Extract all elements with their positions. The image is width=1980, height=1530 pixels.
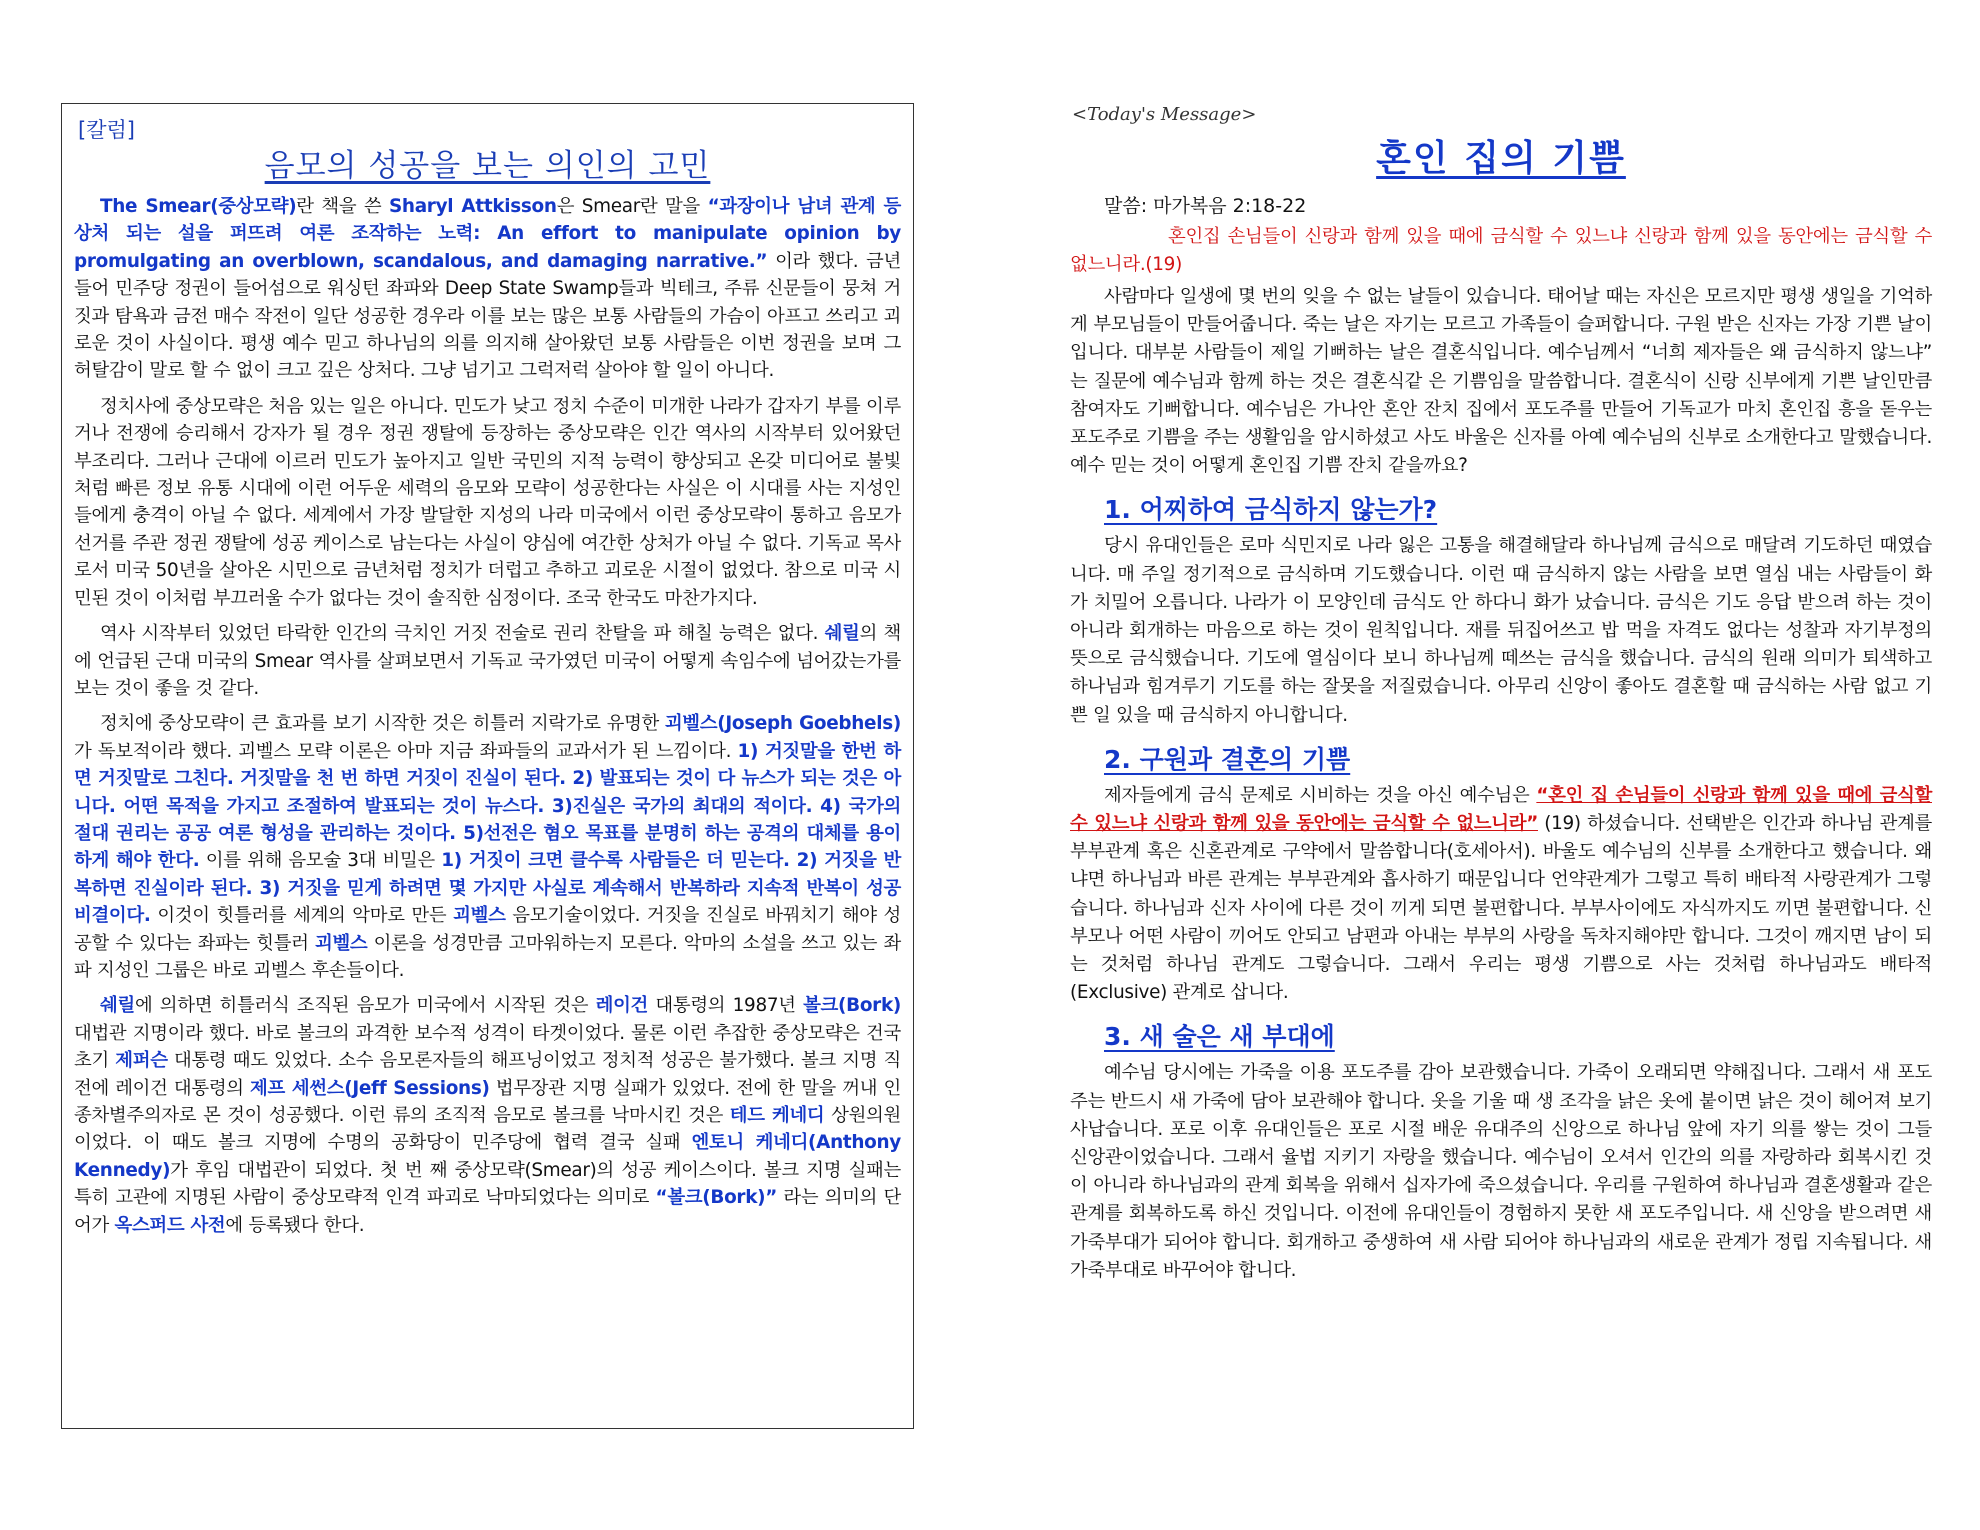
quoted-verse: “혼인 집 손님들이 신랑과 함께 있을 때에 금식할 수 있느냐 신랑과 함께 있을 동안에는 금식할 수 없느니라” [1070,784,1932,835]
sermon-paragraph [1070,782,1932,1008]
text-run: 이것이 힛틀러를 세계의 악마로 만든 [150,905,454,927]
highlighted-text: 엔토니 케네디(Anthony Kennedy) [74,1132,901,1181]
highlighted-text: 괴벨스 [314,932,368,954]
text-run: (19) 하셨습니다. 선택받은 인간과 하나님 관계를 부부관계 혹은 신혼관계로 구약에서 말씀합니다(호세아서). 바울도 예수님의 신부를 소개한다고 했습니다. 왜냐면 하나님과 바른 관계는 부부관계와 흡사하기 때문입니다 언약관계가 그렇고 특히 배타적 사랑관계가 그렇습니다. 하나님과 신자 사이에 다른 것이 끼게 되면 불편합니다. 부부사이에도 자식까지도 끼면 불편합니다. 신부모나 어떤 사람이 끼어도 안되고 남편과 아내는 부부의 사랑을 독차지해야만 합니다. 그것이 깨지면 남이 되는 것처럼 하나님 관계도 그렇습니다. 그래서 우리는 평생 기쁨으로 사는 것처럼 하나님과도 배타적(Exclusive) 관계로 삽니다. [1070,813,1933,1004]
text-run: 상원의원이었다. 이 때도 볼크 지명에 수명의 공화당이 민주당에 협력 결국 실패 [74,1105,901,1154]
highlighted-text: 쉐릴 [100,995,135,1017]
column-title: 음모의 성공을 보는 의인의 고민 [264,148,711,184]
text-run: 제자들에게 금식 문제로 시비하는 것을 아신 예수님은 [1104,784,1537,806]
text-run: 당시 유대인들은 로마 식민지로 나라 잃은 고통을 해결해달라 하나님께 금식으로 매달려 기도하던 때였습니다. 매 주일 정기적으로 금식하며 기도했습니다. 이런 때 금식하지 않는 사람을 보면 열심 내는 사람들이 화가 치밀어 오릅니다. 나라가 이 모양인데 금식도 안 하다니 화가 났습니다. 금식은 기도 응답 받으려 하는 것이 아니라 회개하는 마음으로 하는 것이 원칙입니다. 재를 뒤집어쓰고 밥 먹을 자격도 없다는 성찰과 자기부정의 뜻으로 금식했습니다. 기도에 열심이다 보니 하나님께 떼쓰는 금식을 했습니다. 금식의 원래 의미가 퇴색하고 하나님과 힘겨루기 기도를 하는 잘못을 저질렀습니다. 아무리 신앙이 좋아도 결혼할 때 금식하는 사람 없고 기쁜 일 있을 때 금식하지 아니합니다. [1070,535,1932,726]
text-run: 법무장관 지명 실패가 있었다. 전에 한 말을 꺼내 인종차별주의자로 몬 것이 성공했다. 이런 류의 조직적 음모로 볼크를 낙마시킨 것은 [74,1077,901,1126]
text-run: 에 의하면 히틀러식 조직된 음모가 미국에서 시작된 것은 [134,995,596,1017]
highlighted-text: 제프 세썬스(Jeff Sessions) [250,1077,490,1099]
text-run: 의 책에 언급된 근대 미국의 Smear 역사를 살펴보면서 기독교 국가였던 미국이 어떻게 속임수에 넘어갔는가를 보는 것이 좋을 것 같다. [74,623,901,699]
sermon-article [1070,104,1932,1287]
text-run: 대법관 지명이라 했다. 바로 볼크의 과격한 보수적 성격이 타겟이었다. 물론 이런 추잡한 중상모략은 건국 초기 [74,1022,901,1072]
text-run: 라는 의미의 단어가 [74,1187,902,1236]
sermon-title: 혼인 집의 기쁨 [1376,138,1626,179]
sermon-paragraph [1070,532,1932,729]
section-heading-3: 3. 새 술은 새 부대에 [1104,1022,1335,1052]
highlighted-text: 괴벨스 [453,905,506,927]
highlighted-text: “과장이나 남녀 관계 등 상처 되는 설을 퍼뜨려 여론 조작하는 노력: An effort to manipulate opinion by promulgating an overblown, scandalous, and damaging narrative.” [74,196,902,272]
column-paragraph [74,620,901,702]
column-article [61,103,914,1429]
sermon-paragraph [1070,1059,1932,1285]
highlighted-text: Sharyl Attkisson [388,196,557,217]
scripture-reference: 말씀: 마가복음 2:18-22 [1104,195,1307,217]
column-paragraph [74,992,901,1239]
text-run: 에 등록됐다 한다. [225,1214,365,1236]
text-run: 가 독보적이라 했다. 괴벨스 모략 이론은 아마 지금 좌파들의 교과서가 된 느낌이다. [74,740,738,762]
column-paragraph [74,393,901,612]
highlighted-text: 볼크(Bork) [803,995,901,1017]
text-run: 가 후임 대법관이 되었다. 첫 번 째 중상모략(Smear)의 성공 케이스이다. 볼크 지명 실패는 특히 고관에 지명된 사람이 중상모략적 인격 파괴로 낙마되었다는 의미로 [74,1159,901,1209]
highlighted-text: 쉐릴 [824,623,860,645]
highlighted-text: 레이건 [595,995,649,1017]
column-paragraph [74,193,901,385]
todays-message-tag: <Today's Message> [1072,104,1257,125]
column-paragraph [74,710,901,984]
highlighted-text: The Smear(중상모략) [100,196,297,217]
text-run: 역사 시작부터 있었던 타락한 인간의 극치인 거짓 전술로 권리 찬탈을 파 해칠 능력은 없다. [100,623,825,645]
text-run: 정치에 중상모략이 큰 효과를 보기 시작한 것은 히틀러 지락가로 유명한 [100,713,665,735]
text-run: 란 책을 쓴 [296,196,389,217]
highlighted-text: 1) 거짓말을 한번 하면 거짓말로 그친다. 거짓말을 천 번 하면 거짓이 진실이 된다. 2) 발표되는 것이 다 뉴스가 되는 것은 아니다. 어떤 목적을 가지고 조절하여 발표되는 것이 뉴스다. 3)진실은 국가의 최대의 적이다. 4) 국가의 절대 권리는 공공 여론 형성을 관리하는 것이다. 5)선전은 혐오 목표를 분명히 하는 공격의 대체를 용이하게 해야 한다. [74,740,901,872]
highlighted-text: 괴벨스(Joseph Goebhels) [664,713,901,735]
section-heading-1: 1. 어찌하여 금식하지 않는가? [1104,495,1438,525]
text-run: 은 Smear란 말을 [556,196,708,217]
highlighted-text: 옥스퍼드 사전 [114,1214,226,1236]
text-run: 이론을 성경만큼 고마워하는지 모른다. 악마의 소설을 쓰고 있는 좌파 지성인 그룹은 바로 괴벨스 후손들이다. [74,932,901,981]
text-run: 음모기술이었다. 거짓을 진실로 바꿔치기 해야 성공할 수 있다는 좌파는 힛틀러 [74,905,901,954]
text-run: 예수님 당시에는 가죽을 이용 포도주를 감아 보관했습니다. 가죽이 오래되면 약해집니다. 그래서 새 포도주는 반드시 새 가죽에 담아 보관해야 합니다. 옷을 기울 때 생 조각을 낡은 옷에 붙이면 낡은 것이 헤어져 보기 사납습니다. 포로 이후 유대인들은 포로 시절 배운 유대주의 신앙으로 하나님 앞에 자기 의를 쌓는 것이 그들 신앙관이었습니다. 그래서 율법 지키기 자랑을 했습니다. 예수님이 오셔서 인간의 의를 자랑하라 회복시킨 것이 아니라 하나님과의 관계 회복을 위해서 십자가에 죽으셨습니다. 우리를 구원하여 하나님과 결혼생활과 같은 관계를 회복하도록 하신 것입니다. 이전에 유대인들이 경험하지 못한 새 포도주입니다. 새 신앙을 받으려면 새 가죽부대가 되어야 합니다. 회개하고 중생하여 새 사람 되어야 하나님과의 새로운 관계가 정립 지속됩니다. 새 가죽부대로 바꾸어야 합니다. [1070,1062,1932,1281]
highlighted-text: 테드 케네디 [729,1105,825,1126]
text-run: 이라 했다. 금년 들어 민주당 정권이 들어섬으로 워싱턴 좌파와 Deep State Swamp들과 빅테크, 주류 신문들이 뭉쳐 거짓과 탐욕과 금전 매수 작전이 일단 성공한 경우라 이를 보는 많은 보통 사람들의 가슴이 아프고 쓰리고 괴로운 것이 사실이다. 평생 예수 믿고 하나님의 의를 의지해 살아왔던 보통 사람들은 이번 정권을 보며 그 허탈감이 말로 할 수 없이 크고 깊은 상처다. 그냥 넘기고 그럭저럭 살아야 할 일이 아니다. [74,250,901,382]
text-run: 이를 위해 음모술 3대 비밀은 [199,850,442,872]
scripture-verse: 혼인집 손님들이 신랑과 함께 있을 때에 금식할 수 있느냐 신랑과 함께 있을 동안에는 금식할 수 없느니라.(19) [1070,226,1932,275]
text-run: 사람마다 일생에 몇 번의 잊을 수 없는 날들이 있습니다. 태어날 때는 자신은 모르지만 평생 생일을 기억하게 부모님들이 만들어줍니다. 죽는 날은 자기는 모르고 가족들이 슬퍼합니다. 구원 받은 신자는 가장 기쁜 날이입니다. 대부분 사람들이 제일 기뻐하는 날은 결혼식입니다. 예수님께서 “너희 제자들은 왜 금식하지 않느냐” 는 질문에 예수님과 함께 하는 것은 결혼식같 은 기쁨임을 말씀합니다. 결혼식이 신랑 신부에게 기쁜 날인만큼 참여자도 기뻐합니다. 예수님은 가나안 혼안 잔치 집에서 포도주를 만들어 기독교가 마치 혼인집 흥을 돋우는 포도주로 기쁨을 주는 생활임을 암시하셨고 사도 바울은 신자를 아예 예수님의 신부로 소개한다고 말했습니다. 예수 믿는 것이 어떻게 혼인집 기쁨 잔치 같을까요? [1070,286,1932,477]
section-heading-2: 2. 구원과 결혼의 기쁨 [1104,744,1351,774]
highlighted-text: 제퍼슨 [115,1050,168,1072]
text-run: 정치사에 중상모략은 처음 있는 일은 아니다. 민도가 낮고 정치 수준이 미개한 나라가 갑자기 부를 이루거나 전쟁에 승리해서 강자가 될 경우 정권 쟁탈에 등장하는 중상모략은 인간 역사의 시작부터 있어왔던 부조리다. 그러나 근대에 이르러 민도가 높아지고 일반 국민의 지적 능력이 향상되고 온갖 미디어로 불빛처럼 빠른 정보 유통 시대에 이런 어두운 세력의 음모와 모략이 성공한다는 사실은 이 시대를 사는 지성인들에게 충격이 아닐 수 없다. 세계에서 가장 발달한 지성의 나라 미국에서 이런 중상모략이 통하고 음모가 선거를 주관 정권 쟁탈에 성공 케이스로 남는다는 사실이 양심에 여간한 상처가 아닐 수 없다. 기독교 목사로서 미국 50년을 살아온 시민으로 금년처럼 정치가 더럽고 추하고 괴로운 시절이 없었다. 참으로 미국 시민된 것이 이처럼 부끄러울 수가 없다는 것이 솔직한 심정이다. 조국 한국도 마찬가지다. [74,395,901,609]
text-run: 대통령 때도 있었다. 소수 음모론자들의 해프닝이었고 정치적 성공은 불가했다. 볼크 지명 직전에 레이건 대통령의 [74,1050,901,1099]
highlighted-text: “볼크(Bork)” [655,1187,778,1209]
column-label: [칼럼] [78,118,135,142]
sermon-intro [1070,283,1932,480]
text-run: 대통령의 1987년 [648,995,804,1017]
highlighted-text: 1) 거짓이 크면 클수록 사람들은 더 믿는다. 2) 거짓을 반복하면 진실이라 된다. 3) 거짓을 믿게 하려면 몇 가지만 사실로 계속해서 반복하라 지속적 반복이 성공 비결이다. [74,850,902,927]
